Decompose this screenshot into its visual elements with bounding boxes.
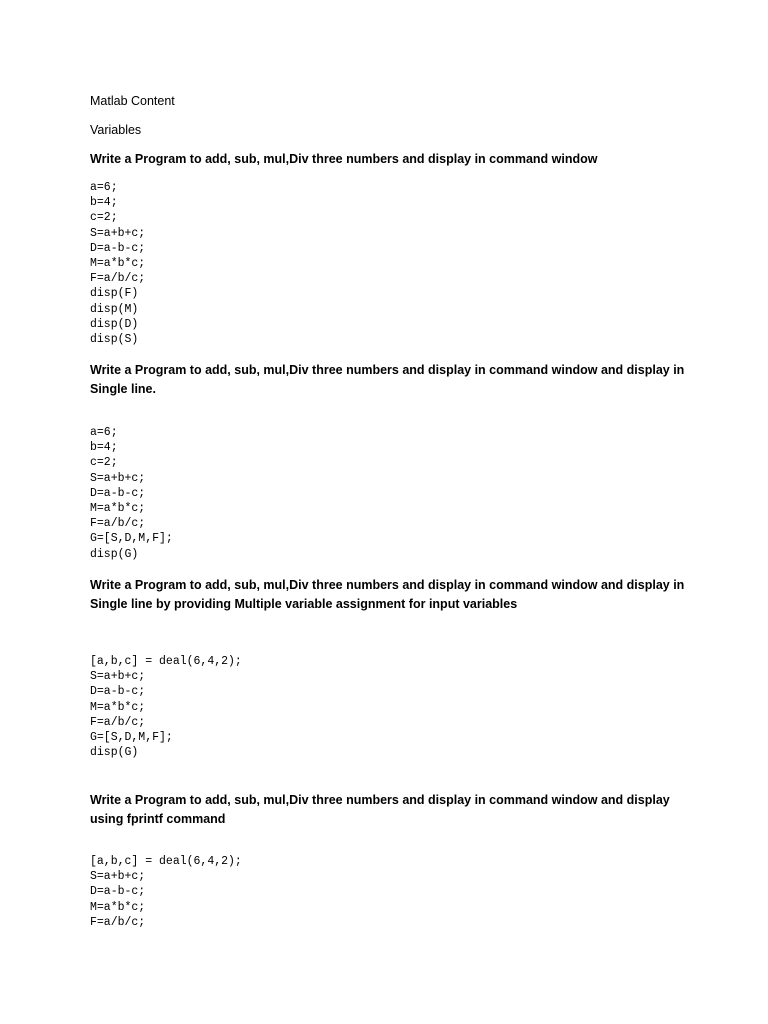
- code-line: F=a/b/c;: [90, 517, 146, 531]
- code-line: disp(S): [90, 332, 139, 346]
- code-line: [a,b,c] = deal(6,4,2);: [90, 655, 242, 668]
- code-line: M=a*b*c;: [90, 900, 146, 914]
- code-line: disp(M): [90, 302, 139, 316]
- code-line: F=a/b/c;: [90, 272, 146, 286]
- code-line: S=a+b+c;: [90, 670, 146, 684]
- code-line: disp(G): [90, 746, 139, 760]
- exercise-3-heading-line: Single line by providing Multiple variable assignment for input variables: [90, 597, 518, 611]
- section-title: Variables: [90, 123, 142, 137]
- code-line: G=[S,D,M,F];: [90, 730, 173, 744]
- code-line: S=a+b+c;: [90, 226, 146, 240]
- code-line: c=2;: [90, 211, 118, 225]
- exercise-2-heading-line: Single line.: [90, 382, 156, 396]
- code-line: D=a-b-c;: [90, 486, 146, 500]
- code-line: M=a*b*c;: [90, 700, 146, 714]
- code-line: M=a*b*c;: [90, 256, 146, 270]
- code-line: M=a*b*c;: [90, 501, 146, 515]
- code-line: b=4;: [90, 196, 118, 210]
- code-line: disp(D): [90, 317, 139, 331]
- exercise-4-heading-line: using fprintf command: [90, 812, 226, 826]
- code-line: a=6;: [90, 181, 118, 194]
- code-line: D=a-b-c;: [90, 685, 146, 699]
- exercise-2-heading: [90, 361, 684, 399]
- document-title: Matlab Content: [90, 94, 175, 108]
- exercise-4-code: [90, 854, 242, 930]
- code-line: F=a/b/c;: [90, 715, 146, 729]
- exercise-3-heading: [90, 576, 684, 614]
- code-line: disp(G): [90, 547, 139, 561]
- exercise-4-heading: [90, 791, 670, 829]
- code-line: b=4;: [90, 441, 118, 455]
- code-line: c=2;: [90, 456, 118, 470]
- exercise-3-code: [90, 654, 242, 760]
- code-line: G=[S,D,M,F];: [90, 532, 173, 546]
- exercise-4-heading-line: Write a Program to add, sub, mul,Div three numbers and display in command window and display: [90, 793, 670, 807]
- code-line: disp(F): [90, 287, 139, 301]
- code-line: D=a-b-c;: [90, 885, 146, 899]
- exercise-1-heading-line: Write a Program to add, sub, mul,Div three numbers and display in command window: [90, 152, 598, 166]
- code-line: S=a+b+c;: [90, 870, 146, 884]
- exercise-2-code: [90, 425, 173, 562]
- code-line: S=a+b+c;: [90, 471, 146, 485]
- code-line: F=a/b/c;: [90, 915, 146, 929]
- code-line: D=a-b-c;: [90, 241, 146, 255]
- exercise-2-heading-line: Write a Program to add, sub, mul,Div three numbers and display in command window and display in: [90, 363, 685, 377]
- exercise-3-heading-line: Write a Program to add, sub, mul,Div three numbers and display in command window and display in: [90, 578, 685, 592]
- exercise-1-code: [90, 180, 145, 347]
- code-line: [a,b,c] = deal(6,4,2);: [90, 855, 242, 868]
- code-line: a=6;: [90, 426, 118, 439]
- exercise-1-heading: [90, 150, 598, 169]
